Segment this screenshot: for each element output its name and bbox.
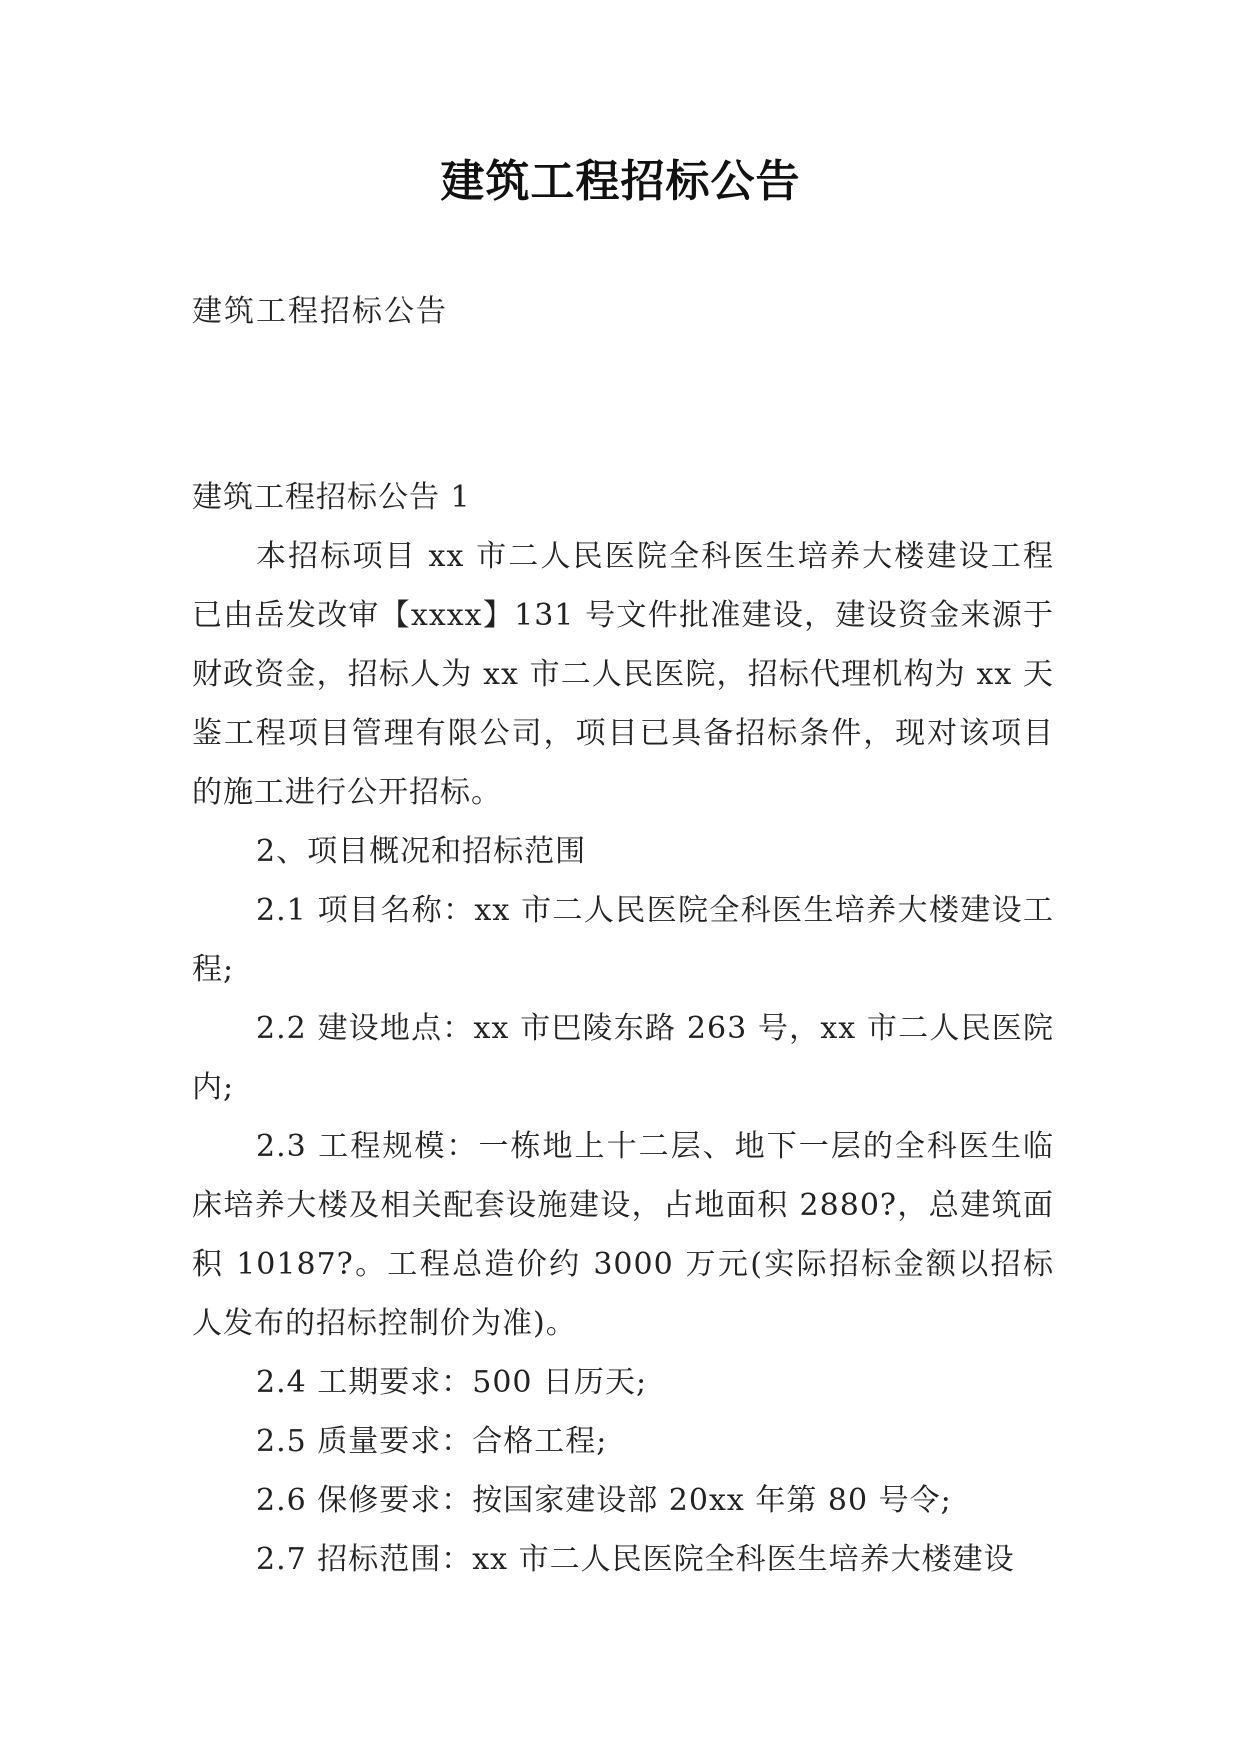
paragraph-location: 2.2 建设地点：xx 市巴陵东路 263 号，xx 市二人民医院内; xyxy=(192,1011,1054,1105)
document-title: 建筑工程招标公告 xyxy=(440,156,801,207)
paragraph-scope: 2.7 招标范围：xx 市二人民医院全科医生培养大楼建设 xyxy=(256,1542,1015,1577)
paragraph-scale: 2.3 工程规模：一栋地上十二层、地下一层的全科医生临床培养大楼及相关配套设施建设，占地面积 2880?，总建筑面积 10187?。工程总造价约 3000 万元(实际招标金额以招标人发布的招标控制价为准)。 xyxy=(192,1129,1054,1341)
paragraph-intro: 本招标项目 xx 市二人民医院全科医生培养大楼建设工程已由岳发改审【xxxx】131 号文件批准建设，建设资金来源于财政资金，招标人为 xx 市二人民医院，招标代理机构为 xx 天鉴工程项目管理有限公司，项目已具备招标条件，现对该项目的施工进行公开招标。 xyxy=(192,539,1054,810)
paragraph-warranty: 2.6 保修要求：按国家建设部 20xx 年第 80 号令; xyxy=(256,1483,952,1518)
paragraph-overview-heading: 2、项目概况和招标范围 xyxy=(256,834,587,869)
document-subtitle: 建筑工程招标公告 xyxy=(192,294,448,329)
section-heading: 建筑工程招标公告 1 xyxy=(192,480,471,515)
paragraph-duration: 2.4 工期要求：500 日历天; xyxy=(256,1365,648,1400)
paragraph-quality: 2.5 质量要求：合格工程; xyxy=(256,1424,608,1459)
document-body xyxy=(192,468,1054,1589)
paragraph-project-name: 2.1 项目名称：xx 市二人民医院全科医生培养大楼建设工程; xyxy=(192,893,1054,987)
